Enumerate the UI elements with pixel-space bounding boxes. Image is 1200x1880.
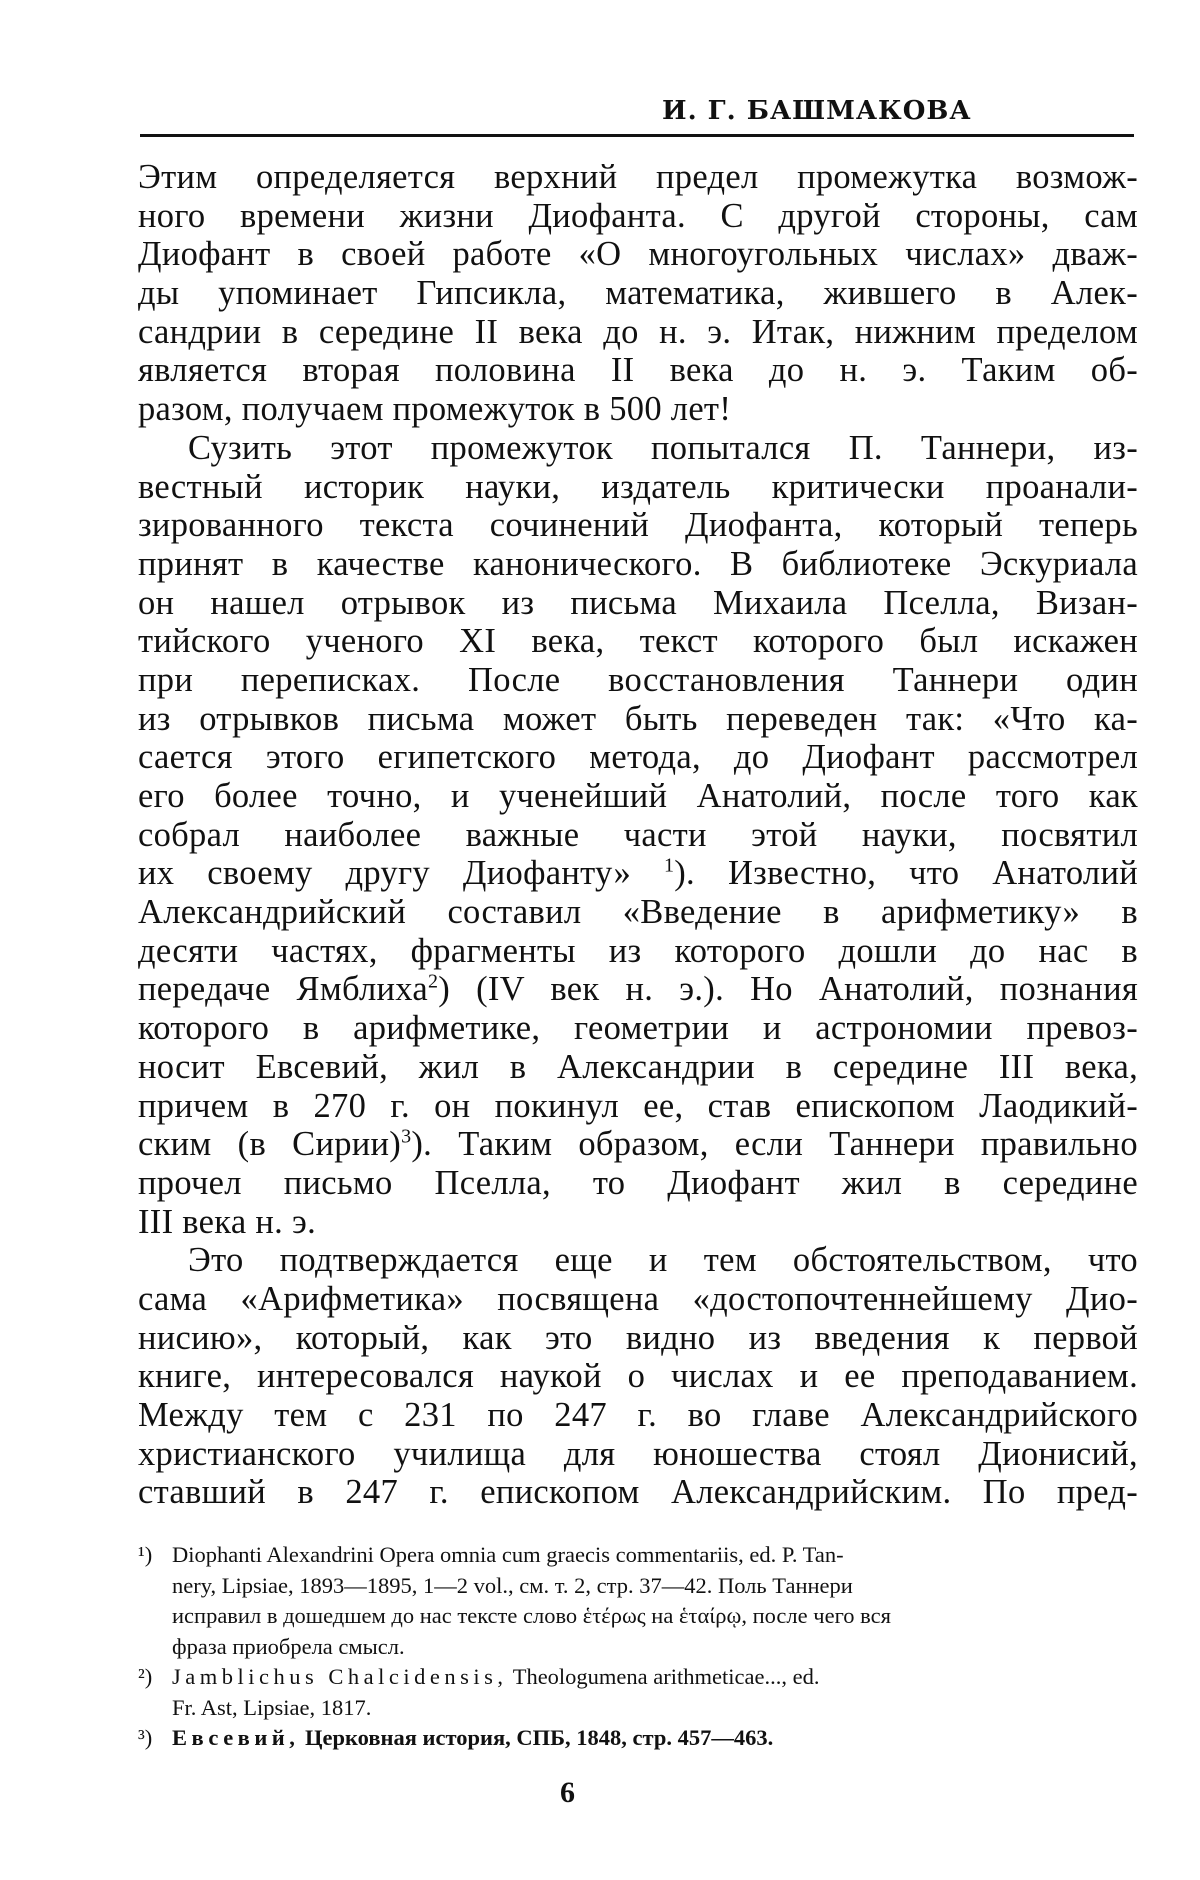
running-head: И. Г. БАШМАКОВА — [662, 96, 972, 126]
text-line: Между тем с 231 по 247 г. во главе Александрийского — [138, 1396, 1138, 1434]
line-text: Сузить этот промежуток попытался П. Таннери, из- — [188, 428, 1138, 467]
footnote-2-cont — [138, 1693, 1138, 1724]
text-line: вестный историк науки, издатель критически проанали- — [138, 467, 1138, 506]
line-text: Это подтверждается еще и тем обстоятельством, что — [188, 1241, 1138, 1280]
text-line: принят в качестве канонического. В библиотеке Эскуриала — [138, 544, 1138, 583]
footnotes — [138, 1540, 1138, 1754]
body-text — [138, 158, 1138, 1512]
text-line: его более точно, и ученейший Анатолий, после того как — [138, 777, 1138, 815]
text-line: десяти частях, фрагменты из которого дошли до нас в — [138, 931, 1138, 970]
text-line: нисию», который, как это видно из введения к первой — [138, 1318, 1138, 1357]
text-line — [138, 854, 1138, 893]
footnote-3 — [138, 1723, 1138, 1754]
text-line: Этим определяется верхний предел промежутка возмож- — [138, 158, 1138, 196]
text-line: носит Евсевий, жил в Александрии в середине III века, — [138, 1047, 1138, 1086]
text-line — [138, 1241, 1138, 1280]
line-text: передаче Ямблиха — [138, 970, 428, 1009]
footnote-1-cont — [138, 1571, 1138, 1602]
text-line: он нашел отрывок из письма Михаила Пселла, Визан- — [138, 583, 1138, 622]
footnote-ref: 2 — [427, 970, 439, 993]
page-number: 6 — [560, 1776, 575, 1809]
text-line: сандрии в середине II века до н. э. Итак, нижним пределом — [138, 312, 1138, 351]
footnote-mark: ¹) — [138, 1542, 153, 1567]
footnote-ref: 1 — [663, 854, 675, 877]
text-line: является вторая половина II века до н. э. Таким об- — [138, 351, 1138, 390]
text-line: Диофант в своей работе «О многоугольных числах» дваж- — [138, 235, 1138, 274]
footnote-text: Fr. Ast, Lipsiae, 1817. — [172, 1694, 372, 1720]
text-line: сается этого египетского метода, до Диофант рассмотрел — [138, 738, 1138, 777]
footnote-text: Diophanti Alexandrini Opera omnia cum graecis commentariis, ed. P. Tan- — [172, 1542, 844, 1567]
text-line: тийского ученого XI века, текст которого был искажен — [138, 622, 1138, 661]
footnote-text: исправил в дошедшем до нас тексте слово ἑτέρως на ἑταίρῳ, после чего вся — [172, 1603, 891, 1628]
footnote-ref: 3 — [401, 1125, 412, 1148]
footnote-2 — [138, 1662, 1138, 1693]
footnote-1-cont — [138, 1601, 1138, 1632]
text-line: прочел письмо Пселла, то Диофант жил в середине — [138, 1163, 1138, 1202]
text-line: книге, интересовался наукой о числах и ее преподаванием. — [138, 1357, 1138, 1396]
footnote-1-cont — [138, 1632, 1138, 1663]
footnote-text: Церковная история, СПБ, 1848, стр. 457—463. — [299, 1725, 774, 1750]
text-line: зированного текста сочинений Диофанта, который теперь — [138, 506, 1138, 545]
footnote-text: Theologumena arithmeticae..., ed. — [507, 1664, 820, 1689]
text-line: разом, получаем промежуток в 500 лет! — [138, 390, 732, 429]
text-line: которого в арифметике, геометрии и астрономии превоз- — [138, 1009, 1138, 1048]
text-line — [138, 970, 1138, 1009]
footnote-mark: ²) — [138, 1664, 153, 1689]
footnote-text: nery, Lipsiae, 1893—1895, 1—2 vol., см. т. 2, стр. 37—42. Поль Таннери — [172, 1572, 853, 1598]
line-text: ) (IV век н. э.). Но Анатолий, познания — [438, 970, 1139, 1009]
text-line: христианского училища для юношества стоял Дионисий, — [138, 1434, 1138, 1473]
footnote-mark: ³) — [138, 1725, 153, 1750]
text-line: Александрийский составил «Введение в арифметику» в — [138, 893, 1138, 932]
text-line — [138, 1125, 1138, 1164]
text-line: III века н. э. — [138, 1202, 317, 1241]
text-line: ставший в 247 г. епископом Александрийским. По пред- — [138, 1473, 1138, 1512]
footnote-author: Евсевий, — [172, 1725, 300, 1750]
text-line: ды упоминает Гипсикла, математика, жившего в Алек- — [138, 274, 1138, 313]
footnote-author: Jamblichus Chalcidensis, — [172, 1664, 508, 1689]
text-line: собрал наиболее важные части этой науки, посвятил — [138, 815, 1138, 854]
text-line: при переписках. После восстановления Таннери один — [138, 660, 1138, 699]
text-line: из отрывков письма может быть переведен так: «Что ка- — [138, 699, 1138, 738]
line-text: ским (в Сирии) — [138, 1125, 402, 1164]
line-text: ). Известно, что Анатолий — [674, 854, 1138, 893]
header-rule — [140, 134, 1134, 137]
text-line: ного времени жизни Диофанта. С другой стороны, сам — [138, 196, 1138, 235]
text-line — [138, 429, 1138, 468]
line-text: их своему другу Диофанту» — [138, 854, 664, 893]
footnote-1 — [138, 1540, 1138, 1571]
text-line: сама «Арифметика» посвящена «достопочтеннейшему Дио- — [138, 1279, 1138, 1318]
footnote-text: фраза приобрела смысл. — [172, 1633, 405, 1659]
line-text: ). Таким образом, если Таннери правильно — [411, 1125, 1138, 1164]
text-line: причем в 270 г. он покинул ее, став епископом Лаодикий- — [138, 1086, 1138, 1125]
